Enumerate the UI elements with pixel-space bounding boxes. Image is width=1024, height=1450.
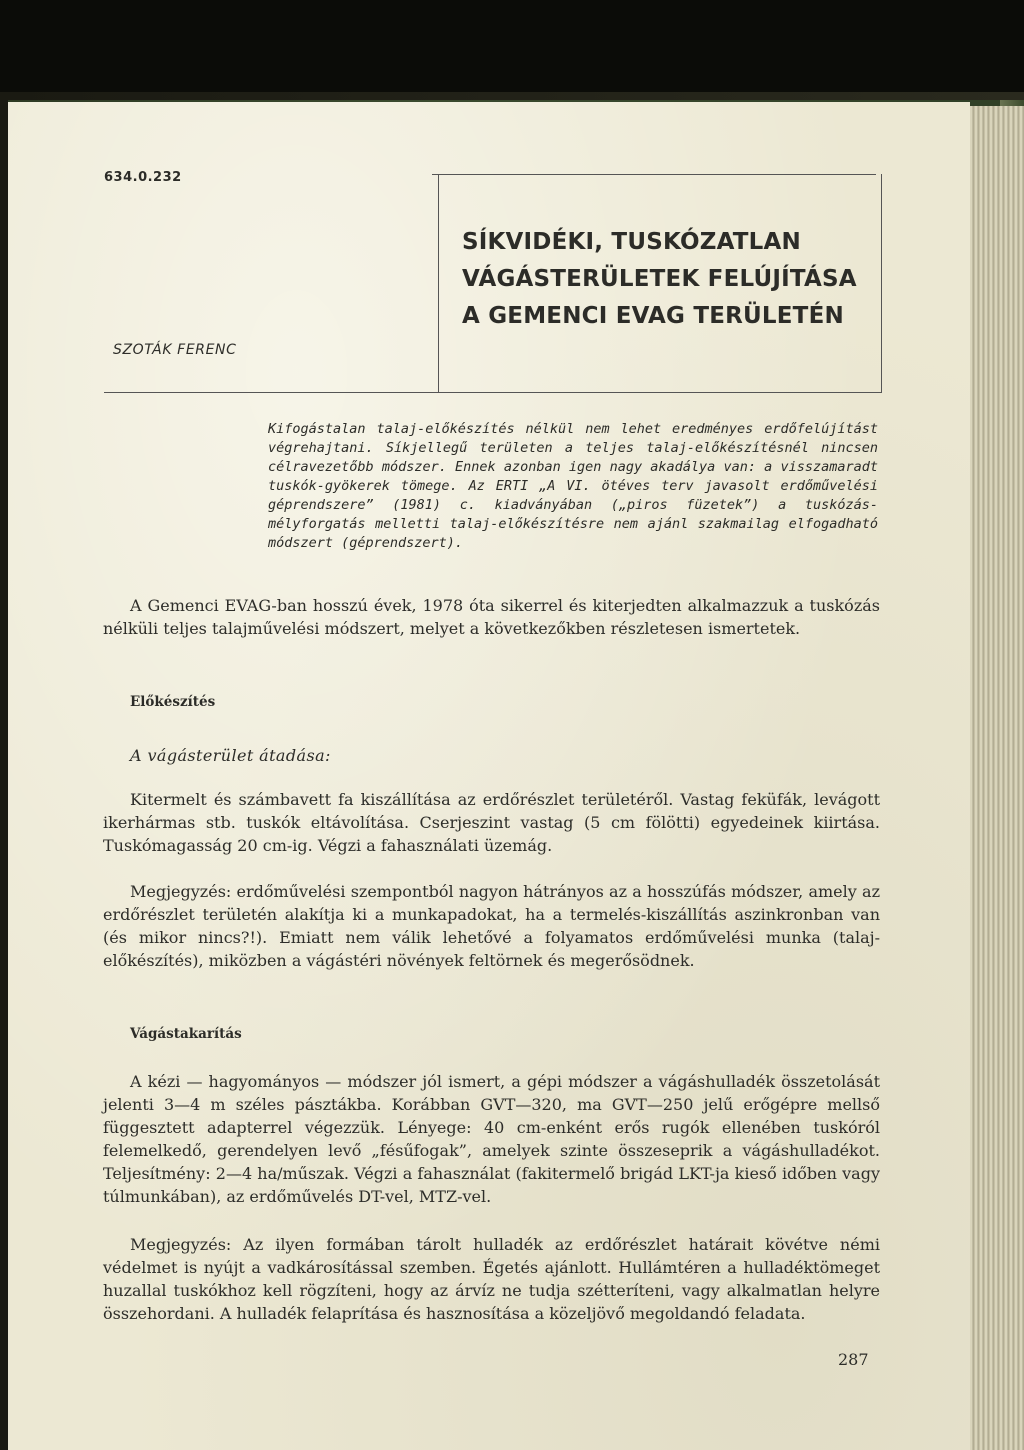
author-name: SZOTÁK FERENC: [113, 342, 237, 358]
section-heading-clearing: Vágástakarítás: [130, 1026, 242, 1042]
preparation-paragraph-2: Megjegyzés: erdőművelési szempontból nagyon hátrányos az a hosszúfás módszer, amely az erdőrészlet területén alakítja ki a munkapadokat, ha a termelés-kiszállítás aszinkronban van (és mikor nincs?!). Emiatt nem válik lehetővé a folyamatos erdőművelési munka (talaj-előkészítés), miközben a vágástéri növények feltörnek és megerősödnek.: [103, 882, 880, 970]
title-line: SÍKVIDÉKI, TUSKÓZATLAN: [462, 229, 801, 255]
title-line: A GEMENCI EVAG TERÜLETÉN: [462, 303, 844, 329]
article-title: [462, 224, 862, 335]
clearing-paragraph-1: A kézi — hagyományos — módszer jól ismert, a gépi módszer a vágáshulladék összetolását jelenti 3—4 m széles pásztákba. Korábban GVT—320, ma GVT—250 jelű erőgépre mellső függesztett adapterrel végezzük. Lényege: 40 cm-enként erős rugók ellenében tuskóról felemelkedő, gerendelyen levő „fésűfogak”, amelyek szinte összeseprik a vágáshulladékot. Teljesítmény: 2—4 ha/műszak. Végzi a fahasználat (fakitermelő brigád LKT-ja kieső időben vagy túlmunkában), az erdőművelés DT-vel, MTZ-vel.: [103, 1072, 880, 1206]
preparation-paragraph-1: Kitermelt és számbavett fa kiszállítása az erdőrészlet területéről. Vastag feküfák, levágott ikerhármas stb. tuskók eltávolítása. Cserjeszint vastag (5 cm fölötti) egyedeinek kiirtása. Tuskómagasság 20 cm-ig. Végzi a fahasználati üzemág.: [103, 790, 880, 855]
intro-paragraph: A Gemenci EVAG-ban hosszú évek, 1978 óta sikerrel és kiterjedten alkalmazzuk a tuskózás nélküli teljes talajművelési módszert, melyet a következőkben részletesen ismertetek.: [103, 596, 880, 638]
classification-code: 634.0.232: [104, 170, 182, 185]
title-line: VÁGÁSTERÜLETEK FELÚJÍTÁSA: [462, 266, 857, 292]
abstract: Kifogástalan talaj-előkészítés nélkül nem lehet eredményes erdőfelújítást végrehajtani. Síkjellegű területen a teljes talaj-előkészítésnél nincsen célravezetőbb módszer. Ennek azonban igen nagy akadálya van: a visszamaradt tuskók-gyökerek tömege. Az ERTI „A VI. ötéves terv javasolt erdőművelési géprendszere” (1981) c. kiadványában („piros füzetek”) a tuskózás-mélyforgatás melletti talaj-előkészítésre nem ajánl szakmailag elfogadható módszert (géprendszert).: [268, 421, 878, 551]
book-page: [8, 102, 970, 1450]
page-number: 287: [838, 1350, 869, 1369]
header-rule-bottom: [104, 392, 882, 393]
section-heading-preparation: Előkészítés: [130, 694, 216, 710]
page-stack-edges: [970, 106, 1024, 1450]
subheading-area-handover: A vágásterület átadása:: [130, 746, 331, 765]
clearing-paragraph-2: Megjegyzés: Az ilyen formában tárolt hulladék az erdőrészlet határait kövétve némi védelmet is nyújt a vadkárosítással szemben. Égetés ajánlott. Hullámtéren a hulladéktömeget huzallal tuskókhoz kell rögzíteni, hogy az árvíz ne tudja szétteríteni, vagy alkalmatlan helyre összehordani. A hulladék felaprítása és hasznosítása a közeljövő megoldandó feladata.: [103, 1235, 880, 1323]
